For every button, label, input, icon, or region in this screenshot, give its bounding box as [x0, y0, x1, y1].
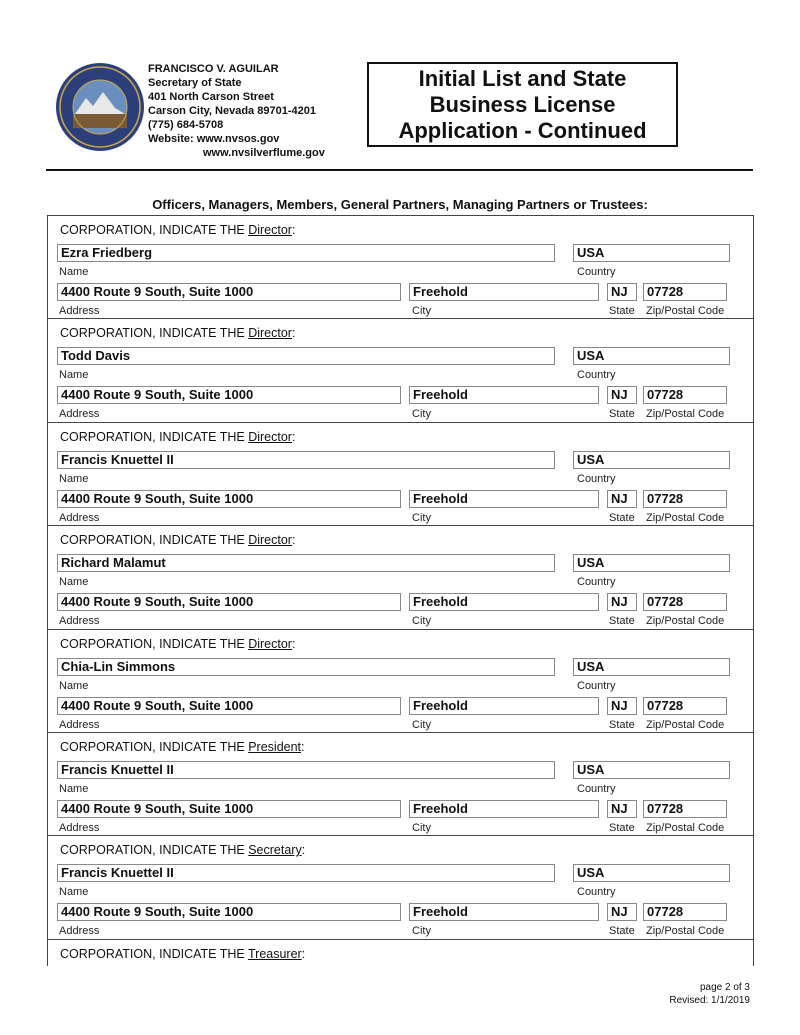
name-label: Name	[59, 369, 89, 382]
officer-role: Director	[248, 429, 292, 444]
officer-country-field[interactable]: USA	[573, 451, 730, 469]
address-label: Address	[59, 615, 100, 628]
role-prefix: CORPORATION, INDICATE THE	[60, 843, 249, 858]
officer-role: Director	[248, 223, 292, 237]
secretary-name: FRANCISCO V. AGUILAR	[148, 63, 279, 75]
officer-entry	[48, 526, 753, 629]
officer-state-field[interactable]: NJ	[607, 697, 637, 715]
state-label: State	[609, 718, 635, 731]
officer-zip-field[interactable]: 07728	[643, 903, 727, 921]
officer-name-field[interactable]: Francis Knuettel II	[57, 864, 555, 882]
officer-role-line: CORPORATION, INDICATE THE Treasurer:	[60, 946, 306, 961]
officer-address-field[interactable]: 4400 Route 9 South, Suite 1000	[57, 283, 401, 301]
state-label: State	[609, 408, 635, 421]
name-label: Name	[59, 472, 89, 485]
officer-city-field[interactable]: Freehold	[409, 593, 599, 611]
officer-state-field[interactable]: NJ	[607, 386, 637, 404]
officer-entry	[48, 630, 753, 733]
officer-role-line: CORPORATION, INDICATE THE President:	[60, 739, 305, 754]
form-title	[367, 62, 678, 147]
zip-label: Zip/Postal Code	[646, 305, 725, 317]
country-label: Country	[577, 369, 616, 382]
country-label: Country	[577, 782, 616, 795]
page-footer	[669, 981, 750, 1007]
header-divider	[46, 169, 753, 171]
page-number: page 2 of 3	[699, 982, 750, 993]
city-label: City	[412, 511, 431, 524]
officer-role-line: CORPORATION, INDICATE THE Secretary:	[60, 843, 306, 858]
city-label: City	[412, 718, 431, 731]
officer-city-field[interactable]: Freehold	[409, 283, 599, 301]
officer-country-field[interactable]: USA	[573, 761, 730, 779]
name-label: Name	[59, 886, 89, 899]
section-heading: Officers, Managers, Members, General Partners, Managing Partners or Trustees:	[152, 197, 648, 212]
officer-zip-field[interactable]: 07728	[643, 490, 727, 508]
officer-zip-field[interactable]: 07728	[643, 386, 727, 404]
officer-name-field[interactable]: Todd Davis	[57, 347, 555, 365]
zip-label: Zip/Postal Code	[646, 408, 725, 421]
officers-table	[47, 215, 754, 966]
zip-label: Zip/Postal Code	[646, 615, 725, 628]
role-prefix: CORPORATION, INDICATE THE	[60, 739, 249, 754]
form-title-line-3: Application - Continued	[398, 117, 647, 143]
officer-state-field[interactable]: NJ	[607, 903, 637, 921]
state-label: State	[609, 821, 635, 834]
zip-label: Zip/Postal Code	[646, 718, 725, 731]
secretary-of-state-info	[148, 62, 325, 160]
officer-country-field[interactable]: USA	[573, 554, 730, 572]
role-prefix: CORPORATION, INDICATE THE	[60, 946, 248, 961]
officer-role-line: CORPORATION, INDICATE THE Director:	[60, 326, 296, 341]
address-label: Address	[59, 408, 100, 421]
office-phone: (775) 684-5708	[148, 119, 224, 131]
officer-name-field[interactable]: Chia-Lin Simmons	[57, 658, 555, 676]
officer-role-line: CORPORATION, INDICATE THE Director:	[60, 429, 296, 444]
form-title-line-1: Initial List and State	[418, 65, 627, 91]
officer-role: President	[248, 739, 302, 754]
officer-zip-field[interactable]: 07728	[643, 593, 727, 611]
officer-city-field[interactable]: Freehold	[409, 903, 599, 921]
officer-name-field[interactable]: Francis Knuettel II	[57, 451, 555, 469]
office-street: 401 North Carson Street	[148, 91, 274, 103]
officer-city-field[interactable]: Freehold	[409, 386, 599, 404]
nevada-state-seal	[53, 62, 147, 152]
city-label: City	[412, 615, 431, 628]
zip-label: Zip/Postal Code	[646, 821, 725, 834]
officer-address-field[interactable]: 4400 Route 9 South, Suite 1000	[57, 490, 401, 508]
zip-label: Zip/Postal Code	[646, 511, 725, 524]
form-title-line-2: Business License	[429, 91, 616, 117]
officer-country-field[interactable]: USA	[573, 244, 730, 262]
officer-address-field[interactable]: 4400 Route 9 South, Suite 1000	[57, 593, 401, 611]
officer-country-field[interactable]: USA	[573, 658, 730, 676]
officer-entry	[48, 733, 753, 836]
state-label: State	[609, 615, 635, 628]
officer-country-field[interactable]: USA	[573, 347, 730, 365]
officer-address-field[interactable]: 4400 Route 9 South, Suite 1000	[57, 903, 401, 921]
website-primary: Website: www.nvsos.gov	[148, 133, 280, 145]
state-label: State	[609, 305, 635, 317]
officer-zip-field[interactable]: 07728	[643, 283, 727, 301]
officer-state-field[interactable]: NJ	[607, 593, 637, 611]
officer-address-field[interactable]: 4400 Route 9 South, Suite 1000	[57, 386, 401, 404]
officer-role: Secretary	[248, 843, 302, 858]
name-label: Name	[59, 782, 89, 795]
officer-name-field[interactable]: Francis Knuettel II	[57, 761, 555, 779]
officer-role: Treasurer	[247, 946, 302, 961]
officer-name-field[interactable]: Ezra Friedberg	[57, 244, 555, 262]
address-label: Address	[59, 821, 100, 834]
zip-label: Zip/Postal Code	[646, 925, 725, 938]
officer-city-field[interactable]: Freehold	[409, 490, 599, 508]
role-prefix: CORPORATION, INDICATE THE	[60, 636, 249, 651]
officer-role-line: CORPORATION, INDICATE THE Director:	[60, 533, 296, 548]
role-prefix: CORPORATION, INDICATE THE	[60, 326, 249, 341]
name-label: Name	[59, 266, 89, 278]
officer-entry	[48, 216, 753, 319]
state-label: State	[609, 511, 635, 524]
officer-name-field[interactable]: Richard Malamut	[57, 554, 555, 572]
revision-date: Revised: 1/1/2019	[669, 995, 750, 1006]
city-label: City	[412, 925, 431, 938]
role-prefix: CORPORATION, INDICATE THE	[60, 533, 249, 548]
country-label: Country	[577, 886, 616, 899]
officer-state-field[interactable]: NJ	[607, 283, 637, 301]
officer-entry	[48, 836, 753, 939]
officer-role-line: CORPORATION, INDICATE THE Director:	[60, 223, 296, 237]
officer-address-field[interactable]: 4400 Route 9 South, Suite 1000	[57, 800, 401, 818]
country-label: Country	[577, 679, 616, 692]
officer-city-field[interactable]: Freehold	[409, 800, 599, 818]
officer-state-field[interactable]: NJ	[607, 800, 637, 818]
officer-address-field[interactable]: 4400 Route 9 South, Suite 1000	[57, 697, 401, 715]
country-label: Country	[577, 266, 616, 278]
officer-role: Director	[248, 533, 292, 548]
officer-role: Director	[248, 326, 292, 341]
officer-state-field[interactable]: NJ	[607, 490, 637, 508]
officer-role: Director	[248, 636, 292, 651]
name-label: Name	[59, 679, 89, 692]
officer-zip-field[interactable]: 07728	[643, 800, 727, 818]
officer-entry	[48, 423, 753, 526]
address-label: Address	[59, 925, 100, 938]
website-secondary: www.nvsilverflume.gov	[203, 147, 325, 159]
city-label: City	[412, 305, 431, 317]
country-label: Country	[577, 576, 616, 589]
role-prefix: CORPORATION, INDICATE THE	[60, 223, 249, 237]
address-label: Address	[59, 305, 100, 317]
name-label: Name	[59, 576, 89, 589]
secretary-title: Secretary of State	[148, 77, 242, 89]
office-city: Carson City, Nevada 89701-4201	[148, 105, 316, 117]
role-prefix: CORPORATION, INDICATE THE	[60, 429, 249, 444]
address-label: Address	[59, 511, 100, 524]
city-label: City	[412, 408, 431, 421]
address-label: Address	[59, 718, 100, 731]
state-label: State	[609, 925, 635, 938]
country-label: Country	[577, 472, 616, 485]
officer-role-line: CORPORATION, INDICATE THE Director:	[60, 636, 296, 651]
officer-entry	[48, 319, 753, 422]
officer-zip-field[interactable]: 07728	[643, 697, 727, 715]
officer-city-field[interactable]: Freehold	[409, 697, 599, 715]
officer-country-field[interactable]: USA	[573, 864, 730, 882]
city-label: City	[412, 821, 431, 834]
officer-entry	[48, 940, 753, 966]
